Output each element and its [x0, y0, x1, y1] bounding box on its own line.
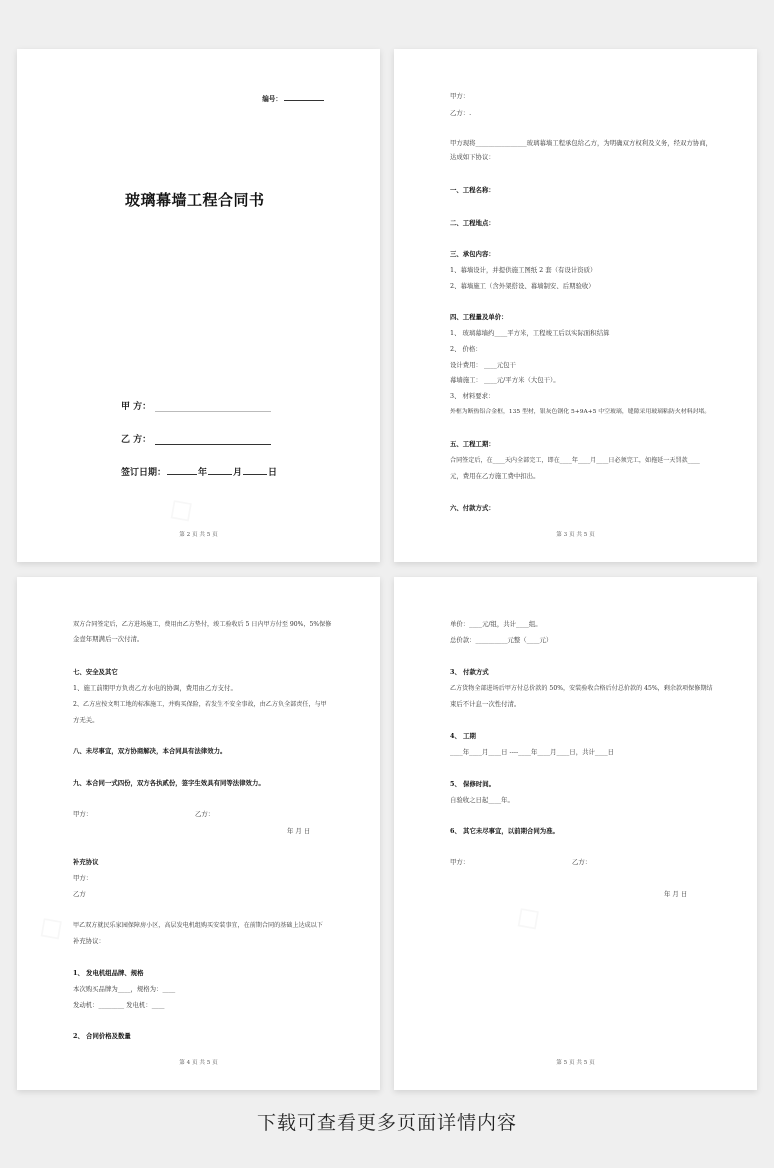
paragraph-line: 双方合同签定后，乙方进场施工，费用由乙方垫付，竣工验收后 5 日内甲方付至 90%，5%保修: [73, 621, 332, 628]
document-page-cover: [17, 49, 380, 562]
party-a-line: [121, 399, 271, 412]
section-heading: 二、工程地点：: [450, 219, 495, 227]
paragraph-line: 本次购买品牌为____，规格为：____: [73, 985, 176, 993]
party-a-line: 甲方：: [450, 92, 470, 100]
watermark: [505, 893, 549, 941]
paragraph-line: 发动机：________ 发电机：____: [73, 1001, 165, 1009]
page-footer: 第 3 页 共 5 页: [556, 532, 595, 538]
watermark: [158, 485, 202, 533]
section-heading: 四、工程量及单价：: [450, 313, 508, 321]
paragraph-line: 甲方：: [73, 874, 93, 882]
paragraph-line: 1、幕墙设计，并提供施工图纸 2 套（有设计资质）: [450, 266, 597, 274]
party-b-blank: [155, 444, 271, 445]
paragraph-line: 1、 玻璃幕墙约____平方米，工程竣工后以实际面积结算: [450, 329, 610, 337]
paragraph-line: 3、 材料要求：: [450, 392, 495, 400]
paragraph-line: 外框为断热铝合金框，135 型材，银灰色钢化 5+9A+5 中空玻璃，缝隙采用玻璃粘防火材料封堵。: [450, 409, 711, 415]
download-caption: 下载可查看更多页面详情内容: [256, 1112, 517, 1134]
paragraph-line: 2、 价格：: [450, 345, 482, 353]
month-blank: [208, 474, 232, 475]
section-heading: 七、安全及其它: [73, 668, 118, 676]
preamble-line-2: 达成如下协议：: [450, 153, 495, 161]
contract-number: [262, 93, 324, 103]
page-footer: 第 5 页 共 5 页: [556, 1060, 595, 1066]
signature-date: 年 月 日: [287, 827, 311, 835]
party-b-label: 乙 方：: [121, 435, 152, 445]
section-heading: 六、付款方式：: [450, 504, 495, 512]
paragraph-line: 自验收之日起____年。: [450, 796, 514, 804]
paragraph-line: 1、施工前期甲方负责乙方水电的协调，费用由乙方支付。: [73, 684, 237, 692]
paragraph-line: 金壹年期满后一次付清。: [73, 635, 144, 643]
signature-party-a: 甲方：: [450, 858, 470, 866]
paragraph-line: 2、幕墙施工（含外架搭设、幕墙制安、后期验收）: [450, 282, 595, 290]
party-a-blank: [155, 411, 271, 412]
paragraph-line: 设计费用： ____元包干: [450, 361, 516, 369]
paragraph-line: 束后不计息一次性付清。: [450, 700, 521, 708]
contract-number-blank: [284, 100, 324, 101]
contract-title: 玻璃幕墙工程合同书: [125, 191, 265, 209]
section-heading: 5、 保修时间。: [450, 780, 496, 788]
paragraph-line: 补充协议：: [73, 937, 105, 945]
section-heading: 一、工程名称：: [450, 186, 495, 194]
paragraph-line: 甲乙双方就民乐家园保障房小区，高层发电机组购买安装事宜，在前期合同的基础上达成以下: [73, 922, 323, 929]
signature-party-b: 乙方：: [572, 858, 592, 866]
document-page-5: [394, 577, 757, 1090]
signature-party-a: 甲方：: [73, 810, 93, 818]
section-heading: 八、未尽事宜，双方协商解决，本合同具有法律效力。: [73, 747, 227, 755]
paragraph-line: ____年____月____日 ----____年____月____日，共计____日: [450, 748, 615, 756]
paragraph-line: 方无关。: [73, 716, 99, 724]
sign-date-label: 签订日期：: [121, 468, 167, 478]
paragraph-line: 乙方货物全部进场后甲方付总价款的 50%，安装验收合格后付总价款的 45%，剩余款项保修期结: [450, 685, 713, 692]
year-label: 年: [198, 468, 208, 478]
section-heading: 补充协议: [73, 858, 99, 866]
document-page-4: [17, 577, 380, 1090]
section-heading: 1、 发电机组品牌、规格: [73, 969, 144, 977]
paragraph-line: 元，费用在乙方施工费中扣出。: [450, 472, 540, 480]
section-heading: 三、承包内容：: [450, 250, 495, 258]
watermark: [28, 903, 72, 951]
paragraph-line: 单价：____元/组，共计____组。: [450, 620, 542, 628]
paragraph-line: 幕墙施工： ____元/平方米（大包干）。: [450, 376, 560, 384]
section-heading: 2、 合同价格及数量: [73, 1032, 131, 1040]
signature-party-b: 乙方：: [195, 810, 215, 818]
party-b-line: 乙方：.: [450, 109, 472, 117]
page-footer: 第 4 页 共 5 页: [179, 1060, 218, 1066]
document-page-3: [394, 49, 757, 562]
section-heading: 4、 工期: [450, 732, 476, 740]
year-blank: [167, 474, 197, 475]
party-b-line: [121, 432, 271, 445]
month-label: 月: [233, 468, 243, 478]
section-heading: 五、工程工期：: [450, 440, 495, 448]
sign-date-line: [121, 465, 277, 478]
paragraph-line: 合同签定后，在____天内全部完工，即在____年____月____日必须完工，如拖延一天罚款____: [450, 457, 700, 464]
day-label: 日: [268, 468, 278, 478]
paragraph-line: 总价款：__________元整（____元）: [450, 636, 553, 644]
section-heading: 九、本合同一式四份，双方各执贰份，签字生效具有同等法律效力。: [73, 779, 265, 787]
signature-date: 年 月 日: [664, 890, 688, 898]
page-footer: 第 2 页 共 5 页: [179, 532, 218, 538]
section-heading: 6、 其它未尽事宜，以前期合同为准。: [450, 827, 559, 835]
preamble-line-1: 甲方现将________________玻璃幕墙工程承包给乙方，为明确双方权利及义务，经双方协商，: [450, 139, 713, 147]
paragraph-line: 2、乙方应按文明工地的标准施工，并购买保险，若发生不安全事故，由乙方负全部责任，与甲: [73, 701, 327, 708]
party-a-label: 甲 方：: [121, 402, 152, 412]
contract-number-label: 编号：: [262, 95, 282, 103]
section-heading: 3、 付款方式: [450, 668, 489, 676]
paragraph-line: 乙方: [73, 890, 86, 898]
day-blank: [243, 474, 267, 475]
